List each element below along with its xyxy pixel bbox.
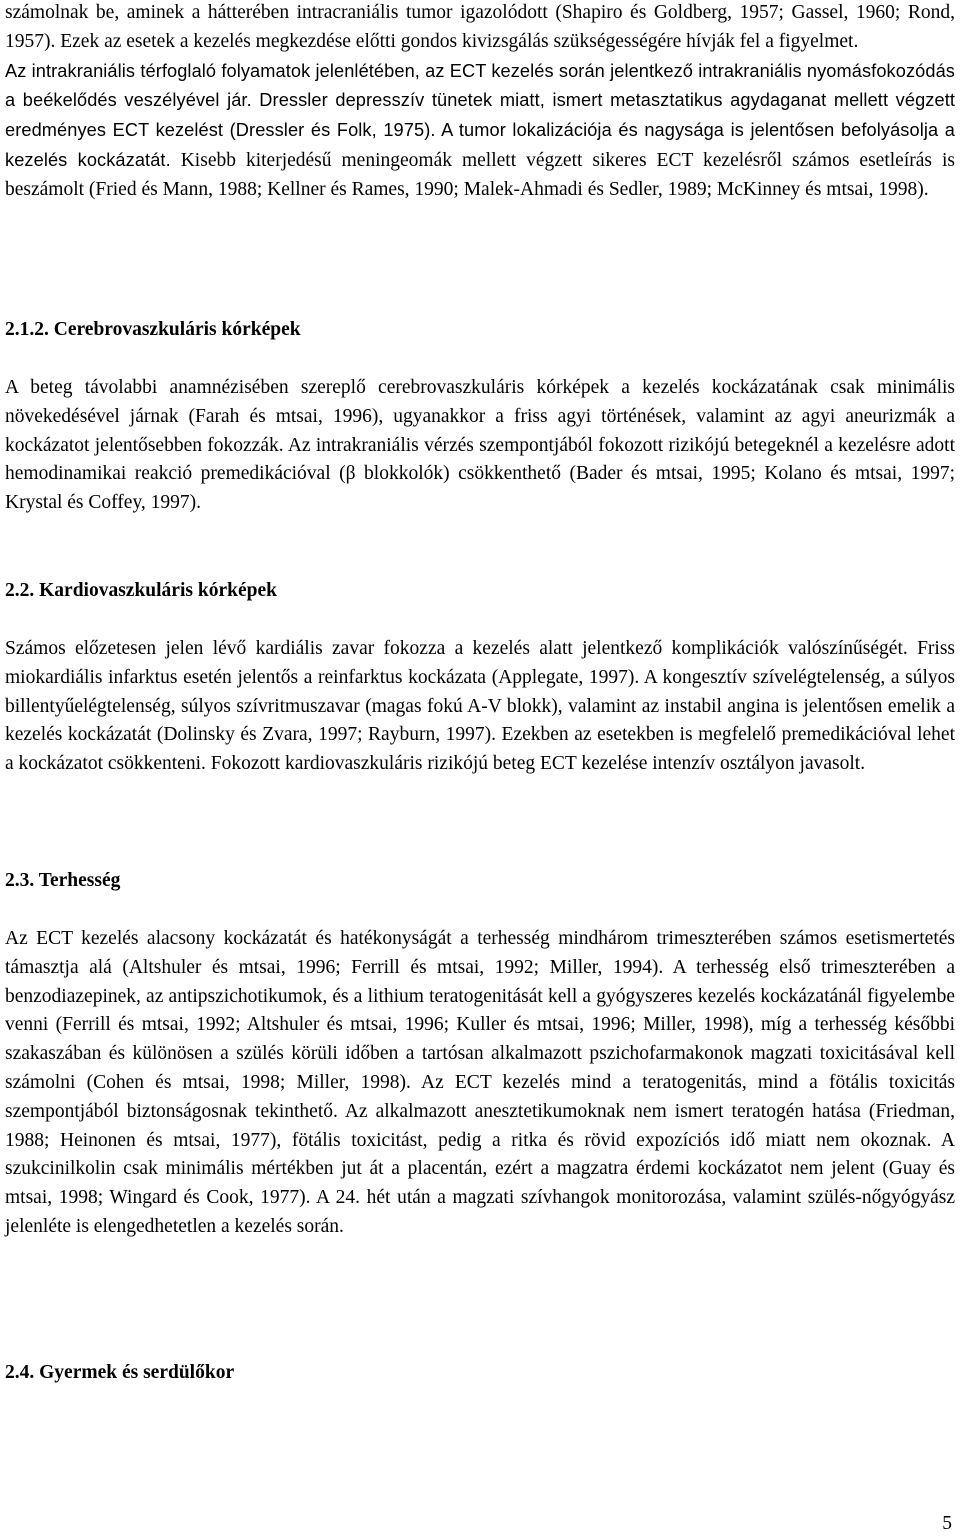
paragraph-text-sans: Az intrakraniális térfoglaló folyamatok jelenlétében, az ECT kezelés során jelentkező intrakraniális nyomásfokozódás a beékelődés veszélyével jár. Dressler depresszív tünetek miatt, ismert metasztatikus agydaganat mellett végzett eredményes ECT kezelést (Dressler és Folk, 1975). A tumor lokalizációja és nagysága is jelentősen befolyásolja a kezelés kockázatát.: [5, 60, 955, 170]
section-heading-cardiovascular: 2.2. Kardiovaszkuláris kórképek: [5, 580, 277, 601]
section-heading-children-adolescents: 2.4. Gyermek és serdülőkor: [5, 1362, 235, 1383]
paragraph-cardiovascular: Számos előzetesen jelen lévő kardiális zavar fokozza a kezelés alatt jelentkező komplikációk valószínűségét. Friss miokardiális infarktus esetén jelentős a reinfarktus kockázata (Applegate, 1997). A kongesztív szívelégtelenség, a súlyos billentyűelégtelenség, súlyos szívritmuszavar (magas fokú A-V blokk), valamint az instabil angina is jelentősen emelik a kezelés kockázatát (Dolinsky és Zvara, 1997; Rayburn, 1997). Ezekben az esetekben is megfelelő premedikációval lehet a kockázatot csökkenteni. Fokozott kardiovaszkuláris rizikójú beteg ECT kezelése intenzív osztályon javasolt.: [5, 638, 955, 775]
section-heading-pregnancy: 2.3. Terhesség: [5, 870, 121, 891]
paragraph-cerebrovascular: A beteg távolabbi anamnézisében szereplő cerebrovaszkuláris kórképek a kezelés kockázatának csak minimális növekedésével járnak (Farah és mtsai, 1996), ugyanakkor a friss agyi történések, valamint az agyi aneurizmák a kockázatot jelentősebben fokozzák. Az intrakraniális vérzés szempontjából fokozott rizikójú betegeknél a kezelésre adott hemodinamikai reakció premedikációval (β blokkolók) csökkenthető (Bader és mtsai, 1995; Kolano és mtsai, 1997; Krystal és Coffey, 1997).: [5, 377, 955, 514]
section-heading-cerebrovascular: 2.1.2. Cerebrovaszkuláris kórképek: [5, 319, 301, 340]
page-number: 5: [942, 1513, 952, 1534]
paragraph-intracranial-tumor: [5, 0, 955, 205]
paragraph-text: számolnak be, aminek a hátterében intracraniális tumor igazolódott (Shapiro és Goldberg, 1957; Gassel, 1960; Rond, 1957). Ezek az esetek a kezelés megkezdése előtti gondos kivizsgálás szükségességére hívják fel a figyelmet.: [5, 2, 955, 52]
paragraph-pregnancy: Az ECT kezelés alacsony kockázatát és hatékonyságát a terhesség mindhárom trimeszterében számos esetismertetés támasztja alá (Altshuler és mtsai, 1996; Ferrill és mtsai, 1992; Miller, 1994). A terhesség első trimeszterében a benzodiazepinek, az antipszichotikumok, és a lithium teratogenitását kell a gyógyszeres kezelés kockázatánál figyelembe venni (Ferrill és mtsai, 1992; Altshuler és mtsai, 1996; Kuller és mtsai, 1996; Miller, 1998), míg a terhesség későbbi szakaszában és különösen a szülés körüli időben a tartósan alkalmazott pszichofarmakonok magzati toxicitásával kell számolni (Cohen és mtsai, 1998; Miller, 1998). Az ECT kezelés mind a teratogenitás, mind a fötális toxicitás szempontjából biztonságosnak tekinthető. Az alkalmazott anesztetikumoknak nem ismert teratogén hatása (Friedman, 1988; Heinonen és mtsai, 1977), fötális toxicitást, pedig a ritka és rövid expozíciós idő miatt nem okoznak. A szukcinilkolin csak minimális mértékben jut át a placentán, ezért a magzatra érdemi kockázatot nem jelent (Guay és mtsai, 1998; Wingard és Cook, 1977). A 24. hét után a magzati szívhangok monitorozása, valamint szülés-nőgyógyász jelenléte is elengedhetetlen a kezelés során.: [5, 928, 955, 1237]
paragraph-text-serif: Kisebb kiterjedésű meningeomák mellett végzett sikeres ECT kezelésről számos esetleírás is beszámolt (Fried és Mann, 1988; Kellner és Rames, 1990; Malek-Ahmadi és Sedler, 1989; McKinney és mtsai, 1998).: [5, 149, 955, 200]
